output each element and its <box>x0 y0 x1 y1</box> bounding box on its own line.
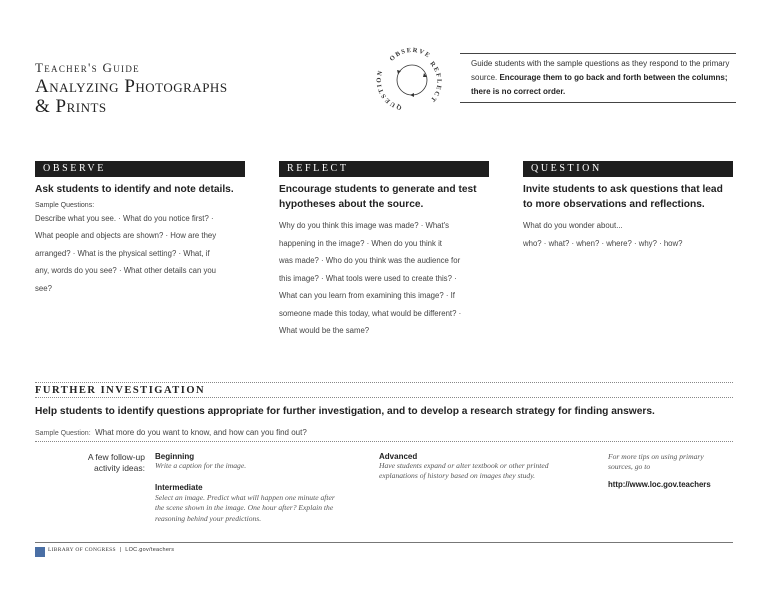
loc-logo-icon <box>35 547 45 557</box>
tips-link[interactable]: http://www.loc.gov.teachers <box>608 479 711 489</box>
observe-heading: Ask students to identify and note details. <box>35 184 234 195</box>
reflect-line: What would be the same? <box>279 326 370 335</box>
followup-label-line: A few follow-up <box>87 452 145 462</box>
observe-questions <box>35 210 245 298</box>
title-line-2: & Prints <box>35 96 107 117</box>
intermediate-label: Intermediate <box>155 483 203 492</box>
question-line: who? · what? · when? · where? · why? · how? <box>523 238 683 248</box>
tips-box <box>608 452 738 489</box>
dotted-divider <box>35 397 733 398</box>
intro-bold-text: Encourage them to go back and forth between the columns; there is no correct order. <box>471 72 728 96</box>
observe-reflect-question-cycle <box>372 44 452 112</box>
advanced-activity <box>379 452 589 482</box>
footer-org: LIBRARY OF CONGRESS <box>48 547 116 553</box>
observe-bar: OBSERVE <box>35 161 245 177</box>
observe-line: arranged? · What is the physical setting? · What, if <box>35 248 210 258</box>
intermediate-line: the scene shown in the image. One hour after? Explain the <box>155 503 334 513</box>
intro-box <box>460 53 736 103</box>
guide-label: Teacher's Guide <box>35 60 140 75</box>
tips-text <box>608 452 738 473</box>
reflect-line: happening in the image? · When do you think it <box>279 238 442 248</box>
advanced-label: Advanced <box>379 452 418 461</box>
footer-separator: | <box>119 547 122 553</box>
advanced-line: explanations of history based on images they study. <box>379 471 536 481</box>
reflect-bar: REFLECT <box>279 161 489 177</box>
cycle-observe-label: OBSERVE <box>388 46 433 63</box>
footer <box>48 547 174 553</box>
cycle-reflect-label: REFLECT <box>428 60 443 104</box>
reflect-line: was made? · Who do you think was the audience for <box>279 256 461 265</box>
cycle-question-label: QUESTION <box>375 68 403 111</box>
question-prompts <box>523 217 733 252</box>
intermediate-line: reasoning behind your predictions. <box>155 513 262 523</box>
intermediate-activity <box>155 483 370 524</box>
reflect-line: this image? · What tools were used to create this? · <box>279 273 457 283</box>
observe-line: What people and objects are shown? · How are they <box>35 231 217 240</box>
advanced-line: Have students expand or alter textbook or other printed <box>379 461 549 470</box>
followup-label-line: activity ideas: <box>93 463 145 473</box>
beginning-text: Write a caption for the image. <box>155 461 247 470</box>
tips-line: For more tips on using primary <box>608 452 704 461</box>
beginning-activity <box>155 452 365 471</box>
footer-divider <box>35 542 733 543</box>
question-heading: Invite students to ask questions that lead to more observations and reflections. <box>523 184 723 210</box>
observe-line: see? <box>35 283 52 293</box>
intermediate-text <box>155 493 370 524</box>
observe-line: Describe what you see. · What do you notice first? · <box>35 213 214 223</box>
reflect-questions <box>279 217 489 340</box>
further-sample-question <box>35 422 307 440</box>
dotted-divider <box>35 441 733 442</box>
intermediate-line: Select an image. Predict what will happen one minute after <box>155 493 335 502</box>
further-heading: Help students to identify questions appropriate for further investigation, and to develop a research strategy for finding answers. <box>35 406 655 417</box>
intro-text: Guide students with the sample questions as they respond to the primary source. <box>471 59 730 82</box>
further-sample-label: Sample Question: <box>35 430 91 437</box>
further-investigation-title: FURTHER INVESTIGATION <box>35 385 206 396</box>
question-column <box>523 161 733 252</box>
advanced-text <box>379 461 589 482</box>
observe-sample-label: Sample Questions: <box>35 201 95 209</box>
further-sample-text: What more do you want to know, and how can you find out? <box>95 428 307 437</box>
footer-url[interactable]: LOC.gov/teachers <box>125 547 175 553</box>
reflect-line: What can you learn from examining this image? · If <box>279 291 455 300</box>
reflect-line: Why do you think this image was made? · What's <box>279 221 450 230</box>
title-line-1: Analyzing Photographs <box>35 76 228 97</box>
page-title <box>35 77 228 117</box>
question-bar: QUESTION <box>523 161 733 177</box>
followup-label <box>60 452 145 474</box>
dotted-divider <box>35 382 733 383</box>
tips-line: sources, go to <box>608 462 651 472</box>
reflect-line: someone made this today, what would be different? · <box>279 308 462 318</box>
observe-line: any, words do you see? · What other details can you <box>35 266 217 275</box>
observe-column <box>35 161 245 297</box>
reflect-column <box>279 161 489 340</box>
question-line: What do you wonder about... <box>523 221 623 230</box>
reflect-heading: Encourage students to generate and test hypotheses about the source. <box>279 184 477 210</box>
beginning-label: Beginning <box>155 452 195 461</box>
